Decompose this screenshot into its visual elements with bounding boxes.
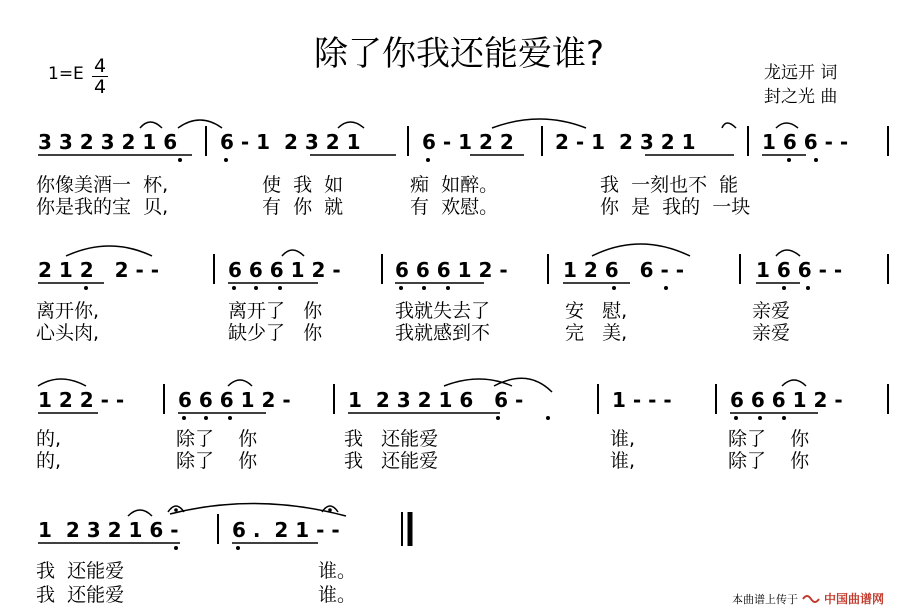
row1-lyric2-c: 有 欢慰。 [410, 196, 499, 218]
row2-measure5-notes: 1 6 6 - - [756, 258, 843, 282]
row2-measure2-notes: 6 6 6 1 2 - [228, 258, 341, 282]
footer-credit [732, 590, 884, 607]
row3-lyric1-e: 除了 你 [728, 428, 810, 450]
row1-lyric1-a: 你像美酒一 杯, [36, 174, 169, 196]
row2-lyric1-d: 安 慰, [565, 300, 628, 322]
row2-lyric2-b: 缺少了 你 [228, 322, 323, 344]
row3-measure1-notes: 1 2 2 - - [38, 388, 125, 412]
row1-measure2-notes: 6 - 1 2 3 2 1 [220, 130, 361, 154]
slur [722, 123, 736, 128]
page-title: 除了你我还能爱谁? [313, 34, 605, 74]
time-signature-bottom: 4 [93, 76, 107, 98]
row2-lyric2-c: 我就感到不 [395, 322, 491, 344]
row2-measure3-notes: 6 6 6 1 2 - [395, 258, 508, 282]
slur [782, 380, 806, 386]
slur [776, 123, 798, 128]
row4-lyric1-a: 我 还能爱 [36, 560, 125, 582]
row2-lyric1-a: 离开你, [36, 300, 100, 322]
row3-lyric1-c: 我 还能爱 [344, 428, 439, 450]
row2-lyric1-b: 离开了 你 [228, 300, 323, 322]
row3-measure3-notes: 1 2 3 2 1 6 6 - [348, 388, 524, 412]
slur [338, 122, 364, 128]
row3-lyric2-c: 我 还能爱 [344, 450, 439, 472]
row2-lyric1-c: 我就失去了 [395, 300, 491, 322]
row3-measure4-notes: 1 - - - [612, 388, 672, 412]
row1-lyric2-a: 你是我的宝 贝, [36, 196, 169, 218]
footer-text: 本曲谱上传于 [732, 592, 798, 606]
row2-lyric2-d: 完 美, [565, 322, 628, 344]
row1-lyric2-b: 有 你 就 [262, 196, 344, 218]
row1-measure4-notes: 2 - 1 2 3 2 1 [555, 130, 696, 154]
slur [592, 244, 690, 256]
key-signature: 1=E [48, 64, 84, 84]
slur [140, 122, 162, 128]
slur [38, 379, 86, 386]
slur [178, 120, 222, 128]
slur [66, 246, 152, 256]
row4-measure2-notes: 6 . 2 1 - - [232, 518, 340, 542]
row1-lyric1-d: 我 一刻也不 能 [600, 174, 739, 196]
row4-lyric2-b: 谁。 [318, 584, 357, 606]
row4-measure1-notes: 1 2 3 2 1 6 - [38, 518, 179, 542]
row3-lyric1-d: 谁, [610, 428, 636, 450]
row2-lyric2-a: 心头肉, [36, 322, 100, 344]
row4-lyric2-a: 我 还能爱 [36, 584, 125, 606]
time-signature-top: 4 [93, 55, 107, 77]
row3-lyric2-e: 除了 你 [728, 450, 810, 472]
lyricist-credit: 龙远开 词 [764, 63, 838, 83]
row3-measure2-notes: 6 6 6 1 2 - [178, 388, 291, 412]
row2-measure4-notes: 1 2 6 6 - - [563, 258, 685, 282]
site-logo-icon [802, 593, 820, 605]
slur [776, 250, 800, 256]
row1-measure5-notes: 1 6 6 - - [762, 130, 849, 154]
row3-lyric2-d: 谁, [610, 450, 636, 472]
slur [170, 503, 346, 516]
slur [128, 510, 152, 516]
row4-lyric1-b: 谁。 [318, 560, 357, 582]
row1-measure1-notes: 3 3 2 3 2 1 6 [38, 130, 178, 154]
slur [282, 250, 304, 256]
footer-site-name[interactable]: 中国曲谱网 [824, 592, 885, 606]
row1-measure3-notes: 6 - 1 2 2 [422, 130, 514, 154]
row2-lyric1-e: 亲爱 [752, 300, 791, 322]
row3-measure5-notes: 6 6 6 1 2 - [730, 388, 843, 412]
row2-lyric2-e: 亲爱 [752, 322, 791, 344]
row3-lyric2-b: 除了 你 [176, 450, 258, 472]
slur [492, 119, 586, 128]
row1-lyric1-b: 使 我 如 [262, 174, 344, 196]
composer-credit: 封之光 曲 [764, 87, 838, 107]
row1-lyric2-d: 你 是 我的 一块 [600, 196, 751, 218]
row2-measure1-notes: 2 1 2 2 - - [38, 258, 160, 282]
row3-lyric1-b: 除了 你 [176, 428, 258, 450]
row3-lyric2-a: 的, [36, 450, 62, 472]
row1-lyric1-c: 痴 如醉。 [410, 174, 499, 196]
slur [228, 380, 252, 386]
slur [494, 378, 552, 392]
row3-lyric1-a: 的, [36, 428, 62, 450]
